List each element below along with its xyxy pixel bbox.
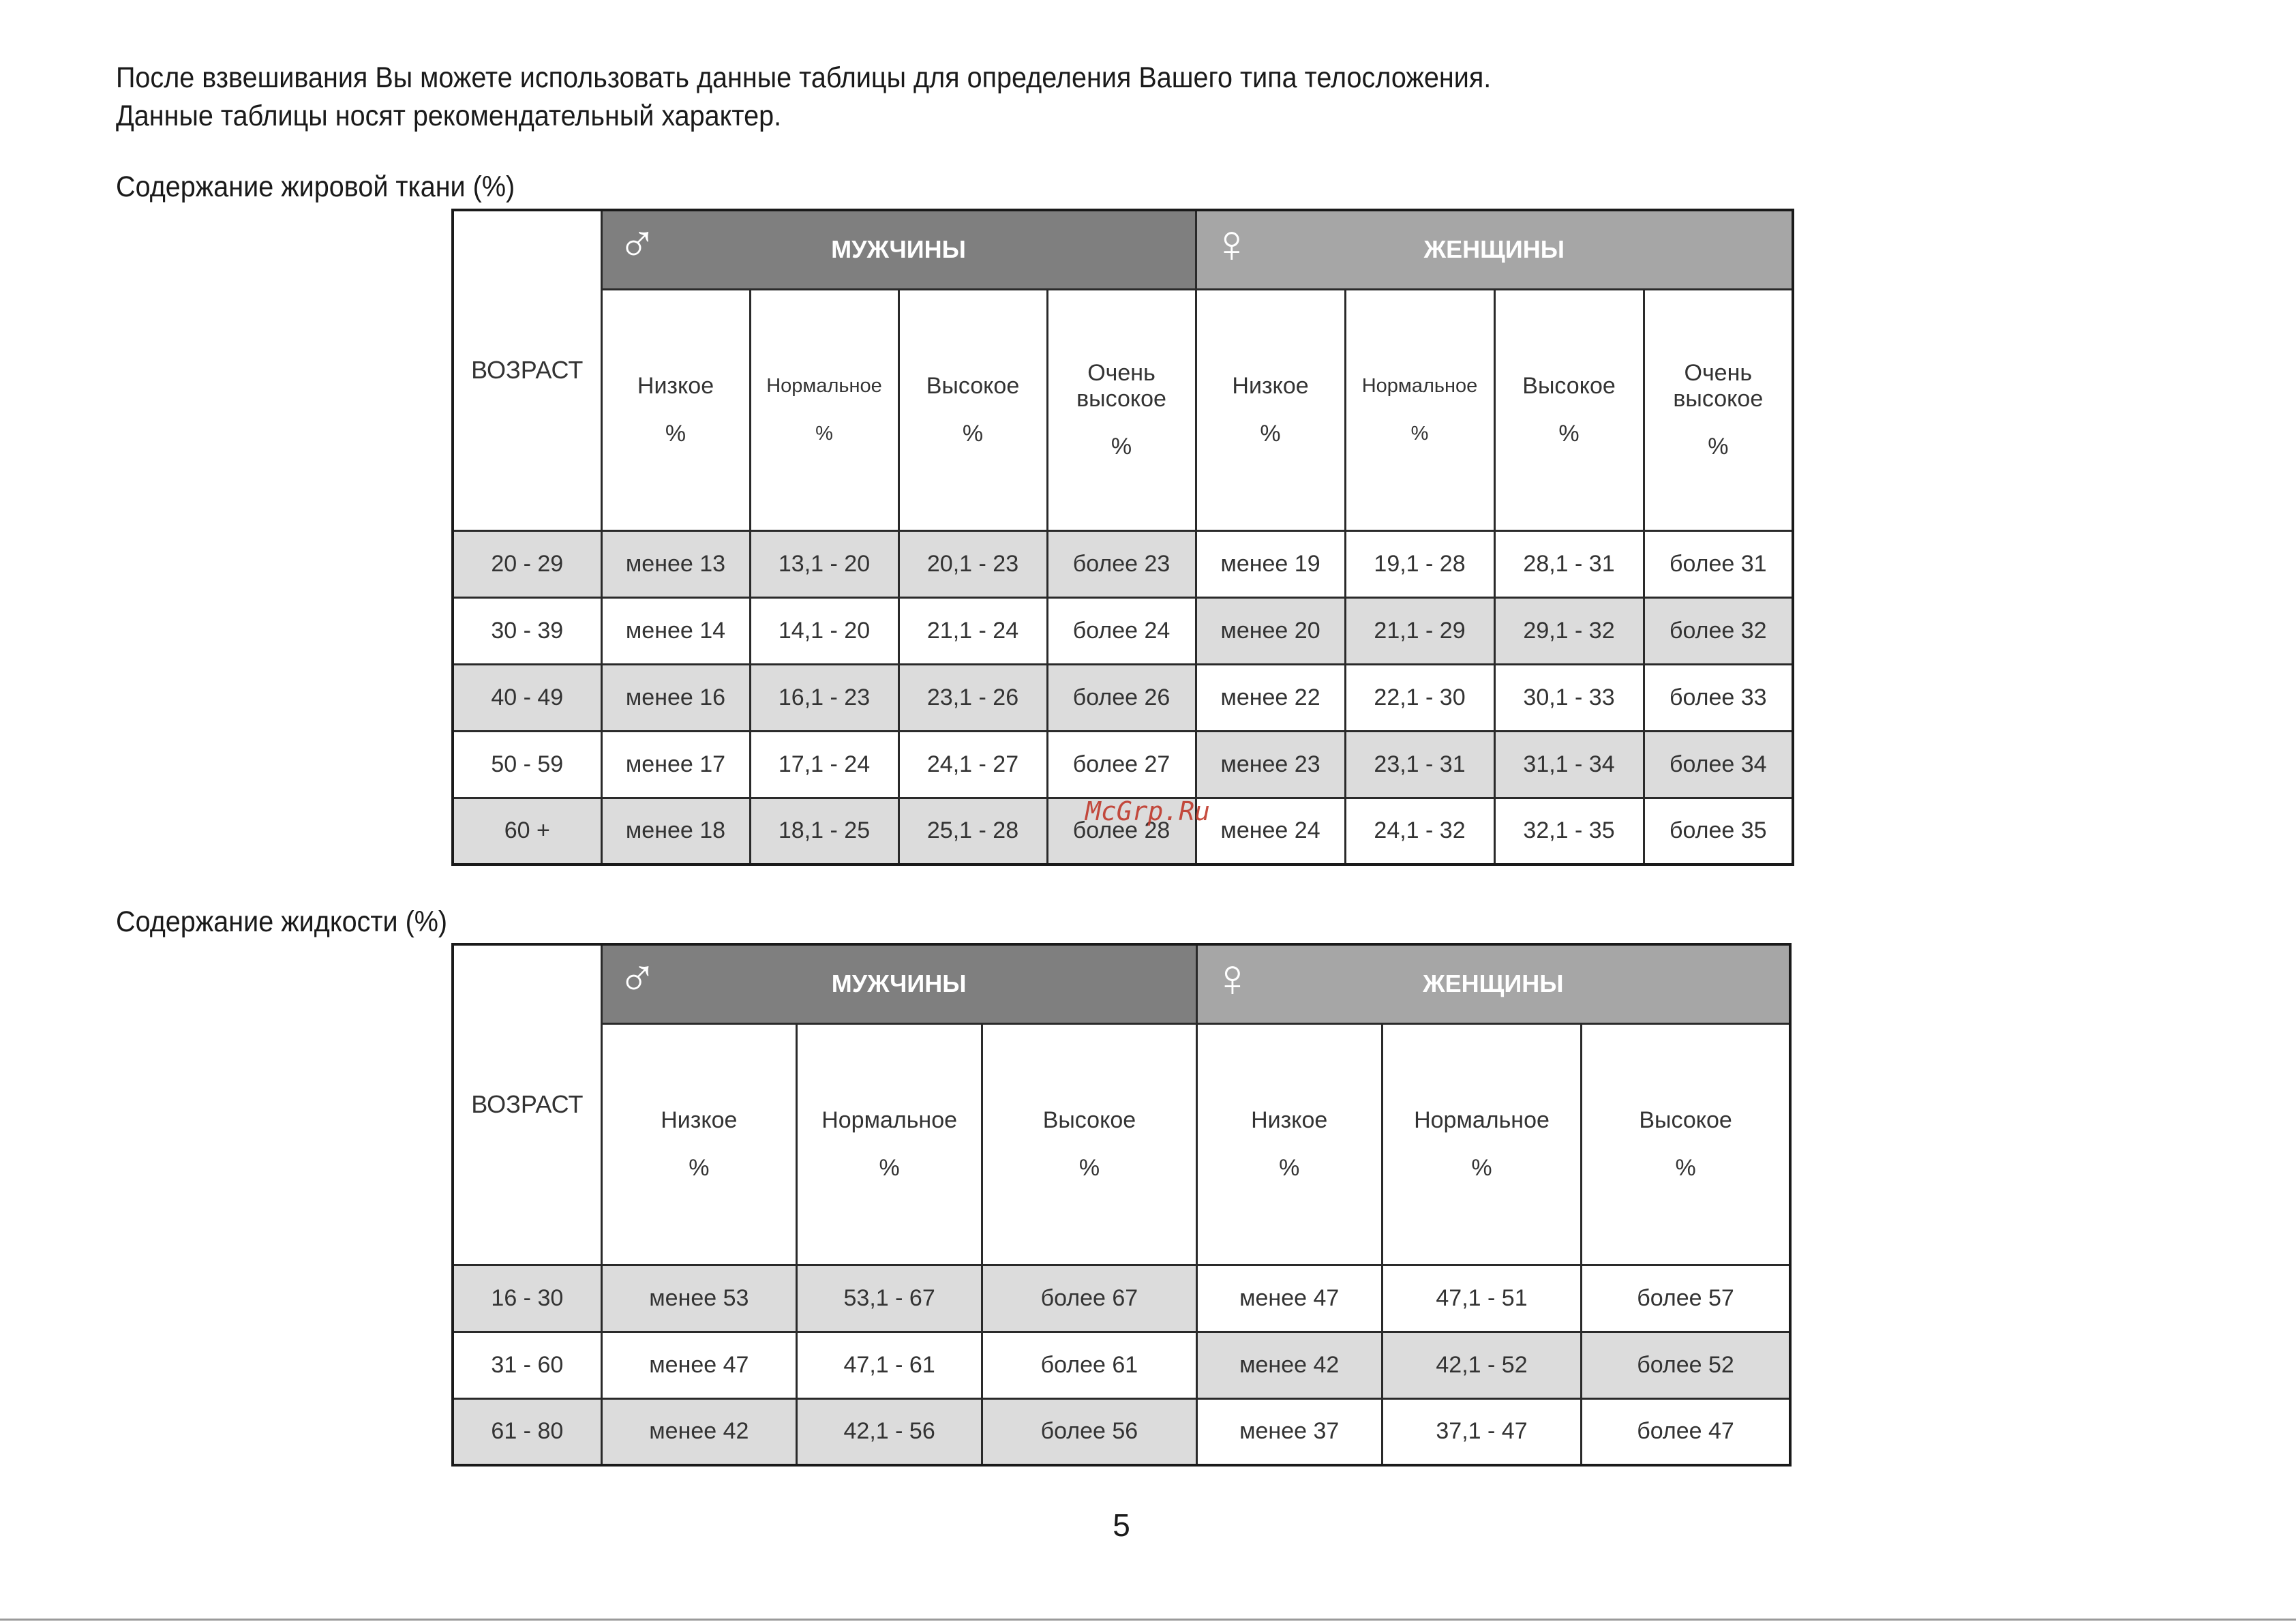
fat-value-cell: 14,1 - 20 xyxy=(750,597,898,664)
water-col-label: Нормальное xyxy=(821,1107,958,1133)
water-value-cell: 42,1 - 56 xyxy=(797,1398,982,1465)
water-value-cell: более 61 xyxy=(982,1332,1196,1398)
intro-line-2: Данные таблицы носят рекомендательный характер. xyxy=(116,100,782,132)
fat-col-label: Высокое xyxy=(926,373,1020,399)
fat-value-cell: 24,1 - 27 xyxy=(898,731,1047,798)
fat-value-cell: более 26 xyxy=(1047,664,1196,731)
water-value-cell: менее 53 xyxy=(601,1265,796,1332)
fat-table-row xyxy=(453,530,1793,597)
fat-value-cell: менее 14 xyxy=(601,597,750,664)
water-value-cell: 47,1 - 51 xyxy=(1382,1265,1581,1332)
water-value-cell: более 67 xyxy=(982,1265,1196,1332)
fat-table-row xyxy=(453,664,1793,731)
fat-age-header: ВОЗРАСТ xyxy=(453,210,601,530)
water-age-cell: 61 - 80 xyxy=(453,1398,601,1465)
intro-text xyxy=(116,59,1491,135)
water-value-cell: 53,1 - 67 xyxy=(797,1265,982,1332)
fat-value-cell: более 34 xyxy=(1644,731,1793,798)
water-value-cell: более 52 xyxy=(1582,1332,1790,1398)
water-col-label: Низкое xyxy=(1251,1107,1328,1133)
water-value-cell: менее 37 xyxy=(1196,1398,1382,1465)
water-value-cell: менее 42 xyxy=(601,1398,796,1465)
page-number: 5 xyxy=(1113,1507,1130,1543)
fat-table-row xyxy=(453,731,1793,798)
fat-value-cell: 23,1 - 26 xyxy=(898,664,1047,731)
water-value-cell: менее 47 xyxy=(601,1332,796,1398)
water-table-row xyxy=(453,1398,1790,1465)
water-col-unit: % xyxy=(689,1155,710,1181)
fat-value-cell: более 27 xyxy=(1047,731,1196,798)
water-col-header xyxy=(797,1023,982,1265)
fat-value-cell: менее 24 xyxy=(1196,798,1345,864)
fat-col-header xyxy=(898,289,1047,530)
fat-col-label: Высокое xyxy=(1522,373,1616,399)
fat-age-cell: 20 - 29 xyxy=(453,530,601,597)
water-col-header xyxy=(982,1023,1196,1265)
fat-col-header xyxy=(1644,289,1793,530)
water-col-label: Низкое xyxy=(661,1107,738,1133)
female-icon: ♀ xyxy=(1212,948,1253,1008)
fat-col-header xyxy=(1047,289,1196,530)
fat-col-unit: % xyxy=(962,421,984,447)
fat-value-cell: 32,1 - 35 xyxy=(1494,798,1644,864)
fat-age-cell: 50 - 59 xyxy=(453,731,601,798)
fat-value-cell: более 23 xyxy=(1047,530,1196,597)
fat-col-header xyxy=(1196,289,1345,530)
fat-col-label: Низкое xyxy=(637,373,714,399)
water-value-cell: 47,1 - 61 xyxy=(797,1332,982,1398)
fat-value-cell: менее 20 xyxy=(1196,597,1345,664)
fat-value-cell: 21,1 - 24 xyxy=(898,597,1047,664)
fat-value-cell: менее 18 xyxy=(601,798,750,864)
fat-value-cell: 25,1 - 28 xyxy=(898,798,1047,864)
water-col-header xyxy=(1196,1023,1382,1265)
water-women-label: ЖЕНЩИНЫ xyxy=(1423,969,1564,998)
water-value-cell: менее 42 xyxy=(1196,1332,1382,1398)
water-table xyxy=(451,943,1792,1467)
fat-value-cell: менее 13 xyxy=(601,530,750,597)
watermark: McGrp.Ru xyxy=(1085,796,1211,826)
fat-value-cell: 24,1 - 32 xyxy=(1345,798,1494,864)
water-value-cell: 42,1 - 52 xyxy=(1382,1332,1581,1398)
fat-value-cell: 31,1 - 34 xyxy=(1494,731,1644,798)
fat-women-label: ЖЕНЩИНЫ xyxy=(1423,235,1565,264)
fat-value-cell: 23,1 - 31 xyxy=(1345,731,1494,798)
male-icon: ♂ xyxy=(617,213,657,273)
fat-value-cell: более 24 xyxy=(1047,597,1196,664)
fat-col-label: Очень высокое xyxy=(1673,360,1764,412)
water-col-unit: % xyxy=(879,1155,900,1181)
fat-value-cell: 29,1 - 32 xyxy=(1494,597,1644,664)
fat-col-unit: % xyxy=(1558,421,1580,447)
fat-value-cell: 17,1 - 24 xyxy=(750,731,898,798)
fat-col-header xyxy=(601,289,750,530)
fat-value-cell: менее 23 xyxy=(1196,731,1345,798)
water-col-label: Высокое xyxy=(1042,1107,1136,1133)
fat-table-row xyxy=(453,597,1793,664)
water-col-header xyxy=(601,1023,796,1265)
male-icon: ♂ xyxy=(617,948,658,1008)
fat-value-cell: 30,1 - 33 xyxy=(1494,664,1644,731)
fat-value-cell: более 35 xyxy=(1644,798,1793,864)
fat-value-cell: менее 19 xyxy=(1196,530,1345,597)
water-col-unit: % xyxy=(1675,1155,1696,1181)
fat-age-cell: 40 - 49 xyxy=(453,664,601,731)
water-col-header xyxy=(1382,1023,1581,1265)
fat-value-cell: 19,1 - 28 xyxy=(1345,530,1494,597)
fat-col-header xyxy=(1345,289,1494,530)
water-col-label: Нормальное xyxy=(1414,1107,1550,1133)
fat-col-header xyxy=(750,289,898,530)
water-value-cell: более 47 xyxy=(1582,1398,1790,1465)
fat-value-cell: 22,1 - 30 xyxy=(1345,664,1494,731)
water-men-label: МУЖЧИНЫ xyxy=(831,969,967,998)
water-table-row xyxy=(453,1265,1790,1332)
fat-col-label: Нормальное xyxy=(1361,375,1478,397)
fat-value-cell: 16,1 - 23 xyxy=(750,664,898,731)
water-col-unit: % xyxy=(1279,1155,1300,1181)
bottom-rule xyxy=(0,1619,2296,1621)
fat-section-title: Содержание жировой ткани (%) xyxy=(116,170,515,203)
fat-value-cell: 21,1 - 29 xyxy=(1345,597,1494,664)
water-value-cell: более 57 xyxy=(1582,1265,1790,1332)
fat-col-label: Очень высокое xyxy=(1076,360,1166,412)
fat-value-cell: более 33 xyxy=(1644,664,1793,731)
fat-col-unit: % xyxy=(1111,434,1132,460)
fat-col-unit: % xyxy=(665,421,686,447)
fat-men-header xyxy=(601,210,1196,289)
fat-col-unit: % xyxy=(1708,434,1729,460)
water-col-label: Высокое xyxy=(1639,1107,1732,1133)
water-col-unit: % xyxy=(1078,1155,1100,1181)
fat-value-cell: менее 22 xyxy=(1196,664,1345,731)
intro-line-1: После взвешивания Вы можете использовать данные таблицы для определения Вашего типа телосложения. xyxy=(116,61,1492,94)
fat-col-unit: % xyxy=(1410,423,1429,445)
fat-col-label: Низкое xyxy=(1232,373,1309,399)
water-women-header xyxy=(1196,944,1790,1023)
fat-value-cell: 13,1 - 20 xyxy=(750,530,898,597)
fat-col-header xyxy=(1494,289,1644,530)
fat-value-cell: менее 16 xyxy=(601,664,750,731)
fat-value-cell: более 28 xyxy=(1047,798,1196,864)
fat-women-header xyxy=(1196,210,1793,289)
fat-value-cell: более 32 xyxy=(1644,597,1793,664)
fat-value-cell: 20,1 - 23 xyxy=(898,530,1047,597)
water-men-header xyxy=(601,944,1196,1023)
fat-value-cell: 18,1 - 25 xyxy=(750,798,898,864)
fat-age-cell: 60 + xyxy=(453,798,601,864)
fat-men-label: МУЖЧИНЫ xyxy=(831,235,966,264)
water-col-unit: % xyxy=(1471,1155,1492,1181)
water-age-header: ВОЗРАСТ xyxy=(453,944,601,1265)
fat-value-cell: более 31 xyxy=(1644,530,1793,597)
water-col-header xyxy=(1582,1023,1790,1265)
fat-col-unit: % xyxy=(815,423,833,445)
water-value-cell: менее 47 xyxy=(1196,1265,1382,1332)
fat-col-label: Нормальное xyxy=(766,375,882,397)
fat-col-unit: % xyxy=(1260,421,1281,447)
water-table-row xyxy=(453,1332,1790,1398)
fat-value-cell: менее 17 xyxy=(601,731,750,798)
water-age-cell: 16 - 30 xyxy=(453,1265,601,1332)
fat-value-cell: 28,1 - 31 xyxy=(1494,530,1644,597)
water-age-cell: 31 - 60 xyxy=(453,1332,601,1398)
female-icon: ♀ xyxy=(1211,213,1252,273)
fat-table xyxy=(451,209,1794,866)
water-value-cell: более 56 xyxy=(982,1398,1196,1465)
fat-age-cell: 30 - 39 xyxy=(453,597,601,664)
water-value-cell: 37,1 - 47 xyxy=(1382,1398,1581,1465)
water-section-title: Содержание жидкости (%) xyxy=(116,905,448,938)
